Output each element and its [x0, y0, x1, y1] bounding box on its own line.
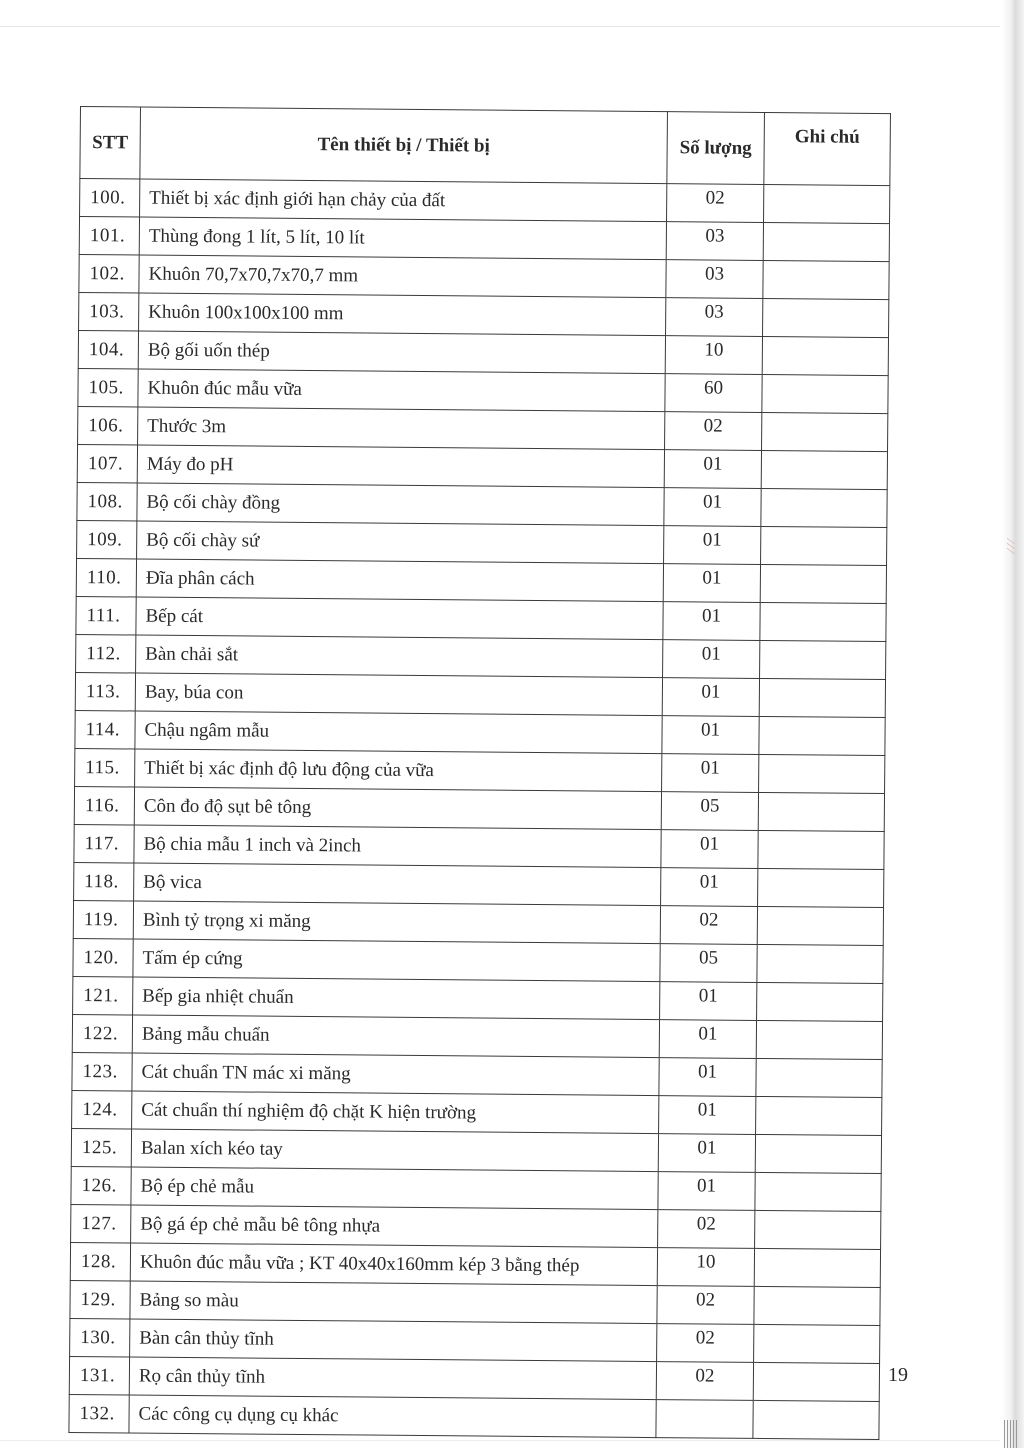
row-stt: 123.: [72, 1052, 132, 1091]
row-stt: 130.: [70, 1318, 130, 1357]
row-stt: 122.: [72, 1014, 132, 1053]
row-quantity: 03: [666, 222, 763, 261]
row-quantity: 02: [658, 1210, 755, 1249]
row-equipment-name: Bay, búa con: [135, 673, 662, 716]
row-note: [755, 1134, 881, 1173]
header-note: Ghi chú: [764, 112, 891, 185]
row-note: [759, 678, 885, 717]
row-stt: 121.: [73, 976, 133, 1015]
row-quantity: 01: [663, 564, 760, 603]
row-stt: 117.: [74, 824, 134, 863]
table-body: [69, 179, 890, 1440]
page-number: 19: [888, 1364, 908, 1386]
row-stt: 132.: [69, 1394, 129, 1433]
row-quantity: 02: [657, 1324, 754, 1363]
row-equipment-name: Bếp gia nhiệt chuẩn: [133, 977, 660, 1020]
row-note: [763, 298, 889, 337]
row-equipment-name: Chậu ngâm mẫu: [135, 711, 662, 754]
row-equipment-name: Khuôn 100x100x100 mm: [139, 293, 666, 336]
row-equipment-name: Đĩa phân cách: [136, 559, 663, 602]
row-equipment-name: Thiết bị xác định giới hạn chảy của đất: [140, 179, 667, 222]
row-equipment-name: Khuôn đúc mẫu vữa: [138, 369, 665, 412]
scan-edge-top: [0, 26, 1000, 27]
row-note: [759, 754, 885, 793]
row-quantity: 02: [667, 184, 764, 223]
row-stt: 109.: [77, 520, 137, 559]
row-stt: 116.: [74, 786, 134, 825]
row-note: [761, 488, 887, 527]
row-quantity: 10: [657, 1248, 754, 1287]
row-equipment-name: Bộ vica: [134, 863, 661, 906]
row-equipment-name: Bảng mẫu chuẩn: [132, 1015, 659, 1058]
row-note: [754, 1286, 880, 1325]
row-equipment-name: Thiết bị xác định độ lưu động của vữa: [135, 749, 662, 792]
row-quantity: 01: [664, 526, 761, 565]
row-note: [759, 716, 885, 755]
row-equipment-name: Cát chuẩn TN mác xi măng: [132, 1053, 659, 1096]
row-quantity: 01: [661, 830, 758, 869]
table-header: [80, 107, 891, 186]
row-note: [762, 412, 888, 451]
row-stt: 107.: [77, 444, 137, 483]
row-stt: 114.: [75, 710, 135, 749]
row-stt: 111.: [76, 596, 136, 635]
row-note: [761, 450, 887, 489]
row-equipment-name: Bộ cối chày đồng: [137, 483, 664, 526]
row-stt: 127.: [71, 1204, 131, 1243]
row-equipment-name: Khuôn đúc mẫu vữa ; KT 40x40x160mm kép 3 bằng thép: [130, 1243, 657, 1286]
row-stt: 106.: [78, 406, 138, 445]
row-equipment-name: Bàn chải sắt: [136, 635, 663, 678]
row-note: [754, 1324, 880, 1363]
row-quantity: 02: [665, 412, 762, 451]
row-note: [755, 1210, 881, 1249]
row-equipment-name: Cát chuẩn thí nghiệm độ chặt K hiện trường: [132, 1091, 659, 1134]
row-note: [756, 1020, 882, 1059]
row-stt: 105.: [78, 368, 138, 407]
row-note: [758, 868, 884, 907]
row-stt: 110.: [76, 558, 136, 597]
row-quantity: 01: [658, 1172, 755, 1211]
row-note: [762, 374, 888, 413]
row-quantity: 01: [659, 1058, 756, 1097]
row-equipment-name: Thước 3m: [138, 407, 665, 450]
row-quantity: 01: [662, 678, 759, 717]
row-equipment-name: Bộ chia mẫu 1 inch và 2inch: [134, 825, 661, 868]
row-quantity: 60: [665, 374, 762, 413]
row-stt: 126.: [71, 1166, 131, 1205]
row-note: [757, 982, 883, 1021]
row-quantity: 02: [657, 1286, 754, 1325]
row-note: [753, 1362, 879, 1401]
row-stt: 101.: [79, 217, 139, 256]
row-stt: 100.: [80, 179, 140, 218]
row-quantity: 03: [666, 298, 763, 337]
row-note: [758, 792, 884, 831]
row-stt: 115.: [75, 748, 135, 787]
row-quantity: 01: [659, 1096, 756, 1135]
row-note: [756, 1096, 882, 1135]
row-stt: 112.: [76, 634, 136, 673]
row-note: [760, 640, 886, 679]
row-quantity: 01: [663, 602, 760, 641]
row-equipment-name: Bộ gá ép chẻ mẫu bê tông nhựa: [131, 1205, 658, 1248]
row-quantity: 01: [664, 488, 761, 527]
row-note: [758, 830, 884, 869]
row-note: [756, 1058, 882, 1097]
header-quantity: Số lượng: [667, 112, 765, 185]
row-stt: 125.: [71, 1128, 131, 1167]
row-note: [762, 336, 888, 375]
margin-handwritten-mark: ⁄ ∕ ⁄: [1004, 540, 1018, 553]
equipment-table: [68, 106, 891, 1440]
row-quantity: [656, 1400, 753, 1439]
row-equipment-name: Bình tỷ trọng xi măng: [133, 901, 660, 944]
row-quantity: 05: [660, 944, 757, 983]
row-note: [757, 906, 883, 945]
scan-edge-right: [1002, 0, 1024, 1448]
row-note: [764, 184, 890, 223]
row-note: [760, 564, 886, 603]
row-equipment-name: Các công cụ dụng cụ khác: [129, 1395, 656, 1438]
row-quantity: 01: [658, 1134, 755, 1173]
row-quantity: 10: [665, 336, 762, 375]
row-quantity: 05: [661, 792, 758, 831]
row-note: [763, 260, 889, 299]
row-stt: 104.: [78, 330, 138, 369]
row-quantity: 02: [660, 906, 757, 945]
row-equipment-name: Bộ gối uốn thép: [138, 331, 665, 374]
row-equipment-name: Thùng đong 1 lít, 5 lít, 10 lít: [139, 217, 666, 260]
row-quantity: 03: [666, 260, 763, 299]
row-note: [755, 1172, 881, 1211]
row-quantity: 01: [659, 1020, 756, 1059]
row-equipment-name: Máy đo pH: [137, 445, 664, 488]
row-stt: 108.: [77, 482, 137, 521]
row-equipment-name: Khuôn 70,7x70,7x70,7 mm: [139, 255, 666, 298]
row-stt: 124.: [72, 1090, 132, 1129]
scan-edge-marks: [1004, 1420, 1018, 1448]
row-equipment-name: Côn đo độ sụt bê tông: [134, 787, 661, 830]
row-equipment-name: Bộ cối chày sứ: [137, 521, 664, 564]
header-equipment-name: Tên thiết bị / Thiết bị: [140, 107, 668, 184]
row-note: [760, 602, 886, 641]
row-stt: 128.: [70, 1242, 130, 1281]
row-equipment-name: Balan xích kéo tay: [131, 1129, 658, 1172]
row-stt: 131.: [69, 1356, 129, 1395]
row-equipment-name: Bếp cát: [136, 597, 663, 640]
scan-edge-bottom: [0, 1440, 1000, 1441]
row-note: [763, 222, 889, 261]
row-quantity: 01: [660, 982, 757, 1021]
header-stt: STT: [80, 107, 141, 180]
row-quantity: 01: [662, 716, 759, 755]
row-equipment-name: Rọ cân thủy tĩnh: [129, 1357, 656, 1400]
row-quantity: 02: [656, 1362, 753, 1401]
header-row: [80, 107, 891, 186]
row-quantity: 01: [662, 754, 759, 793]
row-equipment-name: Bảng so màu: [130, 1281, 657, 1324]
row-stt: 129.: [70, 1280, 130, 1319]
row-note: [753, 1400, 879, 1439]
row-note: [761, 526, 887, 565]
row-stt: 120.: [73, 938, 133, 977]
row-quantity: 01: [664, 450, 761, 489]
row-stt: 103.: [79, 292, 139, 331]
row-stt: 118.: [74, 862, 134, 901]
row-quantity: 01: [663, 640, 760, 679]
row-equipment-name: Bàn cân thủy tĩnh: [130, 1319, 657, 1362]
row-stt: 119.: [73, 900, 133, 939]
table-row: [69, 1394, 879, 1439]
row-note: [757, 944, 883, 983]
row-stt: 102.: [79, 254, 139, 293]
row-note: [754, 1248, 880, 1287]
row-equipment-name: Tấm ép cứng: [133, 939, 660, 982]
row-stt: 113.: [75, 672, 135, 711]
row-quantity: 01: [661, 868, 758, 907]
row-equipment-name: Bộ ép chẻ mẫu: [131, 1167, 658, 1210]
